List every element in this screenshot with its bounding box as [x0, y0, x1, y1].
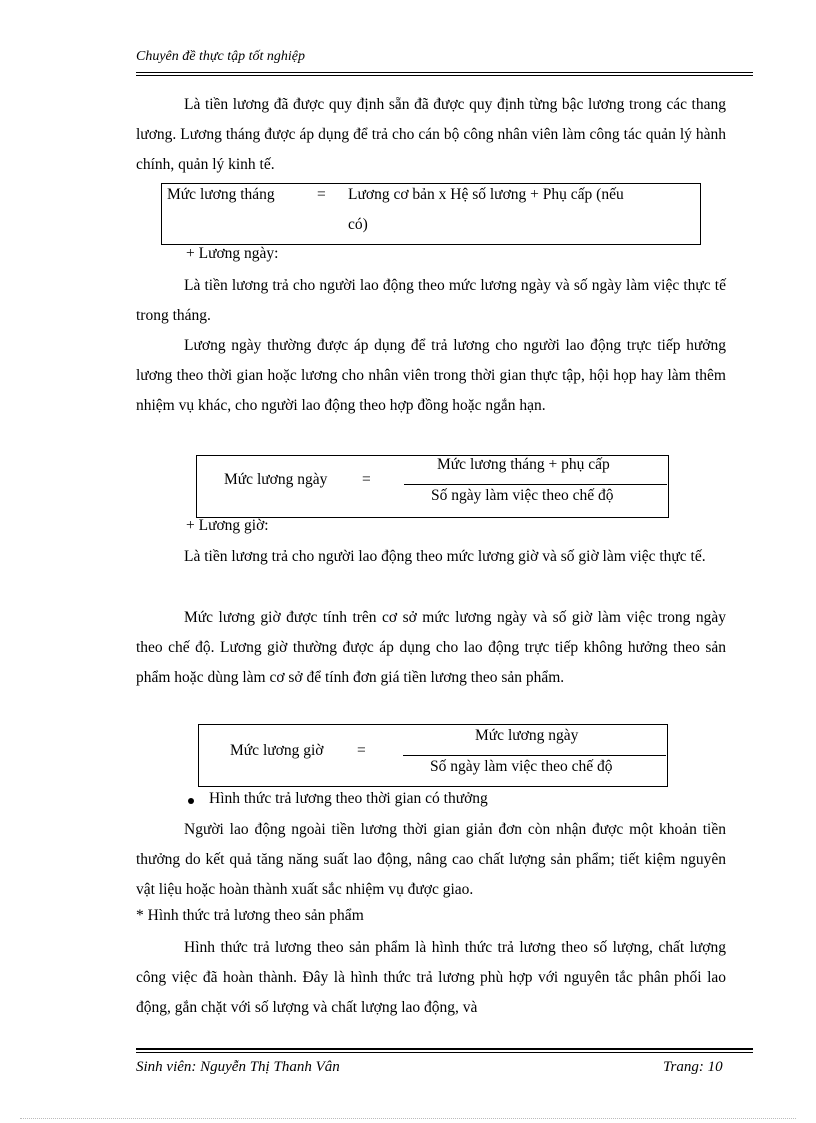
formula-monthly-expression: Lương cơ bản x Hệ số lương + Phụ cấp (nếu: [348, 186, 624, 203]
footer-page-number: Trang: 10: [663, 1059, 723, 1075]
formula-hourly-equals: =: [357, 742, 366, 759]
paragraph-monthly-definition: Là tiền lương đã được quy định sẵn đã được quy định từng bậc lương trong các thang lương. Lương tháng được áp dụng để trả cho cán bộ công nhân viên làm công tác quản lý hành chính, quản lý kinh tế.: [136, 96, 726, 173]
formula-daily-denominator: Số ngày làm việc theo chế độ: [431, 487, 614, 504]
formula-monthly-expression-cont: có): [348, 216, 368, 233]
heading-time-bonus: Hình thức trả lương theo thời gian có thưởng: [209, 790, 488, 807]
heading-product-wage: * Hình thức trả lương theo sản phẩm: [136, 907, 364, 924]
paragraph-time-bonus: Người lao động ngoài tiền lương thời gian giản đơn còn nhận được một khoản tiền thưởng do kết quả tăng năng suất lao động, nâng cao chất lượng sản phẩm; tiết kiệm nguyên vật liệu hoặc hoàn thành xuất sắc nhiệm vụ được giao.: [136, 821, 726, 898]
formula-daily-fraction-bar: [404, 484, 667, 485]
header-rule: [136, 72, 753, 73]
formula-daily-equals: =: [362, 471, 371, 488]
formula-daily-numerator: Mức lương tháng + phụ cấp: [437, 456, 610, 473]
footer-rule-2: [136, 1052, 753, 1053]
header-rule-2: [136, 75, 753, 76]
paragraph-daily-definition: Là tiền lương trả cho người lao động theo mức lương ngày và số ngày làm việc thực tế trong tháng.: [136, 277, 726, 324]
bullet-dot-icon: [188, 798, 194, 804]
formula-monthly-label: Mức lương tháng: [167, 186, 275, 203]
formula-hourly-fraction-bar: [403, 755, 666, 756]
formula-monthly-equals: =: [317, 186, 326, 203]
formula-hourly-numerator: Mức lương ngày: [475, 727, 579, 744]
formula-daily-label: Mức lương ngày: [224, 471, 328, 488]
paragraph-daily-usage: Lương ngày thường được áp dụng để trả lương cho người lao động trực tiếp hưởng lương theo thời gian hoặc lương cho nhân viên trong thời gian thực tập, hội họp hay làm thêm nhiệm vụ khác, cho người lao động theo hợp đồng hoặc ngắn hạn.: [136, 337, 726, 414]
paragraph-hourly-usage: Mức lương giờ được tính trên cơ sở mức lương ngày và số giờ làm việc trong ngày theo chế độ. Lương giờ thường được áp dụng cho lao động trực tiếp không hưởng theo sản phẩm hoặc dùng làm cơ sở để tính đơn giá tiền lương theo sản phẩm.: [136, 609, 726, 686]
page-edge-guide: [20, 1118, 796, 1119]
heading-daily-wage: + Lương ngày:: [186, 245, 279, 262]
formula-hourly-denominator: Số ngày làm việc theo chế độ: [430, 758, 613, 775]
footer-student-name: Sinh viên: Nguyễn Thị Thanh Vân: [136, 1059, 340, 1075]
footer-rule: [136, 1048, 753, 1050]
paragraph-hourly-definition: Là tiền lương trả cho người lao động theo mức lương giờ và số giờ làm việc thực tế.: [184, 548, 706, 565]
heading-hourly-wage: + Lương giờ:: [186, 517, 269, 534]
formula-hourly-label: Mức lương giờ: [230, 742, 324, 759]
paragraph-product-wage: Hình thức trả lương theo sản phẩm là hình thức trả lương theo số lượng, chất lượng công việc đã hoàn thành. Đây là hình thức trả lương phù hợp với nguyên tắc phân phối lao động, gắn chặt với số lượng và chất lượng lao động, và: [136, 939, 726, 1016]
header-title: Chuyên đề thực tập tốt nghiệp: [136, 49, 305, 64]
